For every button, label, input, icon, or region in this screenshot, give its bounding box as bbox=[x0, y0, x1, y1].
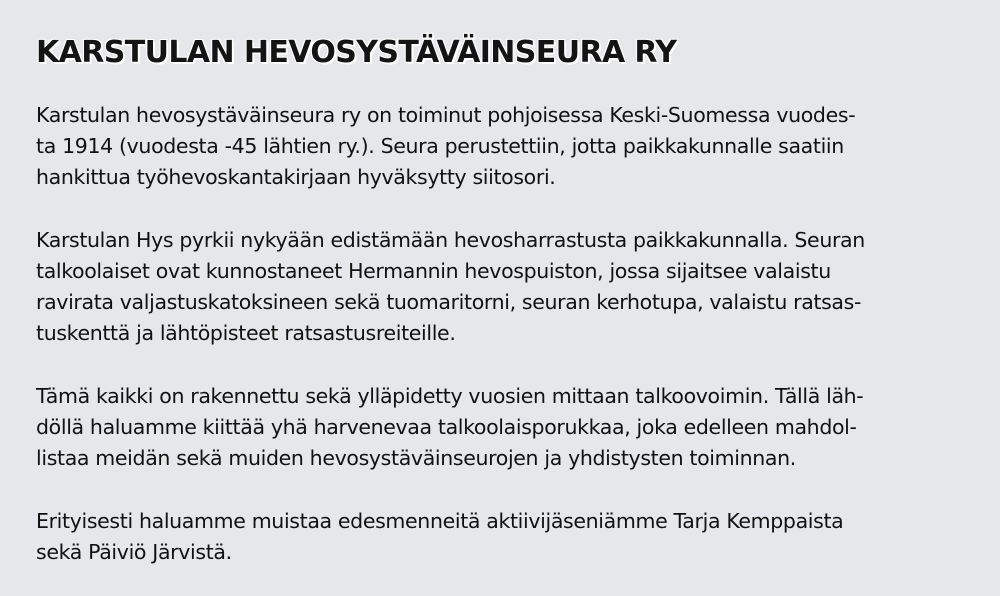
paragraph-line: döllä haluamme kiittää yhä harvenevaa talkoolaisporukkaa, joka edelleen mahdol- bbox=[36, 415, 857, 439]
paragraph-line: Karstulan Hys pyrkii nykyään edistämään hevosharrastusta paikkakunnalla. Seuran bbox=[36, 228, 865, 252]
paragraph-line: sekä Päiviö Järvistä. bbox=[36, 540, 232, 564]
paragraph-line: tuskenttä ja lähtöpisteet ratsastusreiteille. bbox=[36, 321, 456, 345]
paragraph-line: ta 1914 (vuodesta -45 lähtien ry.). Seura perustettiin, jotta paikkakunnalle saatiin bbox=[36, 134, 844, 158]
paragraph-line: listaa meidän sekä muiden hevosystäväinseurojen ja yhdistysten toiminnan. bbox=[36, 446, 796, 470]
paragraph-3 bbox=[36, 381, 970, 474]
page-title: KARSTULAN HEVOSYSTÄVÄINSEURA RY bbox=[36, 35, 677, 70]
paragraph-2 bbox=[36, 225, 970, 349]
paragraph-line: hankittua työhevoskantakirjaan hyväksytty siitosori. bbox=[36, 165, 556, 189]
paragraph-line: Tämä kaikki on rakennettu sekä ylläpidetty vuosien mittaan talkoovoimin. Tällä läh- bbox=[36, 384, 864, 408]
paragraph-line: ravirata valjastuskatoksineen sekä tuomaritorni, seuran kerhotupa, valaistu ratsas- bbox=[36, 290, 862, 314]
paragraph-line: talkoolaiset ovat kunnostaneet Hermannin hevospuiston, jossa sijaitsee valaistu bbox=[36, 259, 831, 283]
paragraph-1 bbox=[36, 100, 970, 193]
paragraph-4 bbox=[36, 506, 970, 568]
paragraph-line: Erityisesti haluamme muistaa edesmenneitä aktiivijäseniämme Tarja Kemppaista bbox=[36, 509, 844, 533]
paragraph-line: Karstulan hevosystäväinseura ry on toiminut pohjoisessa Keski-Suomessa vuodes- bbox=[36, 103, 856, 127]
